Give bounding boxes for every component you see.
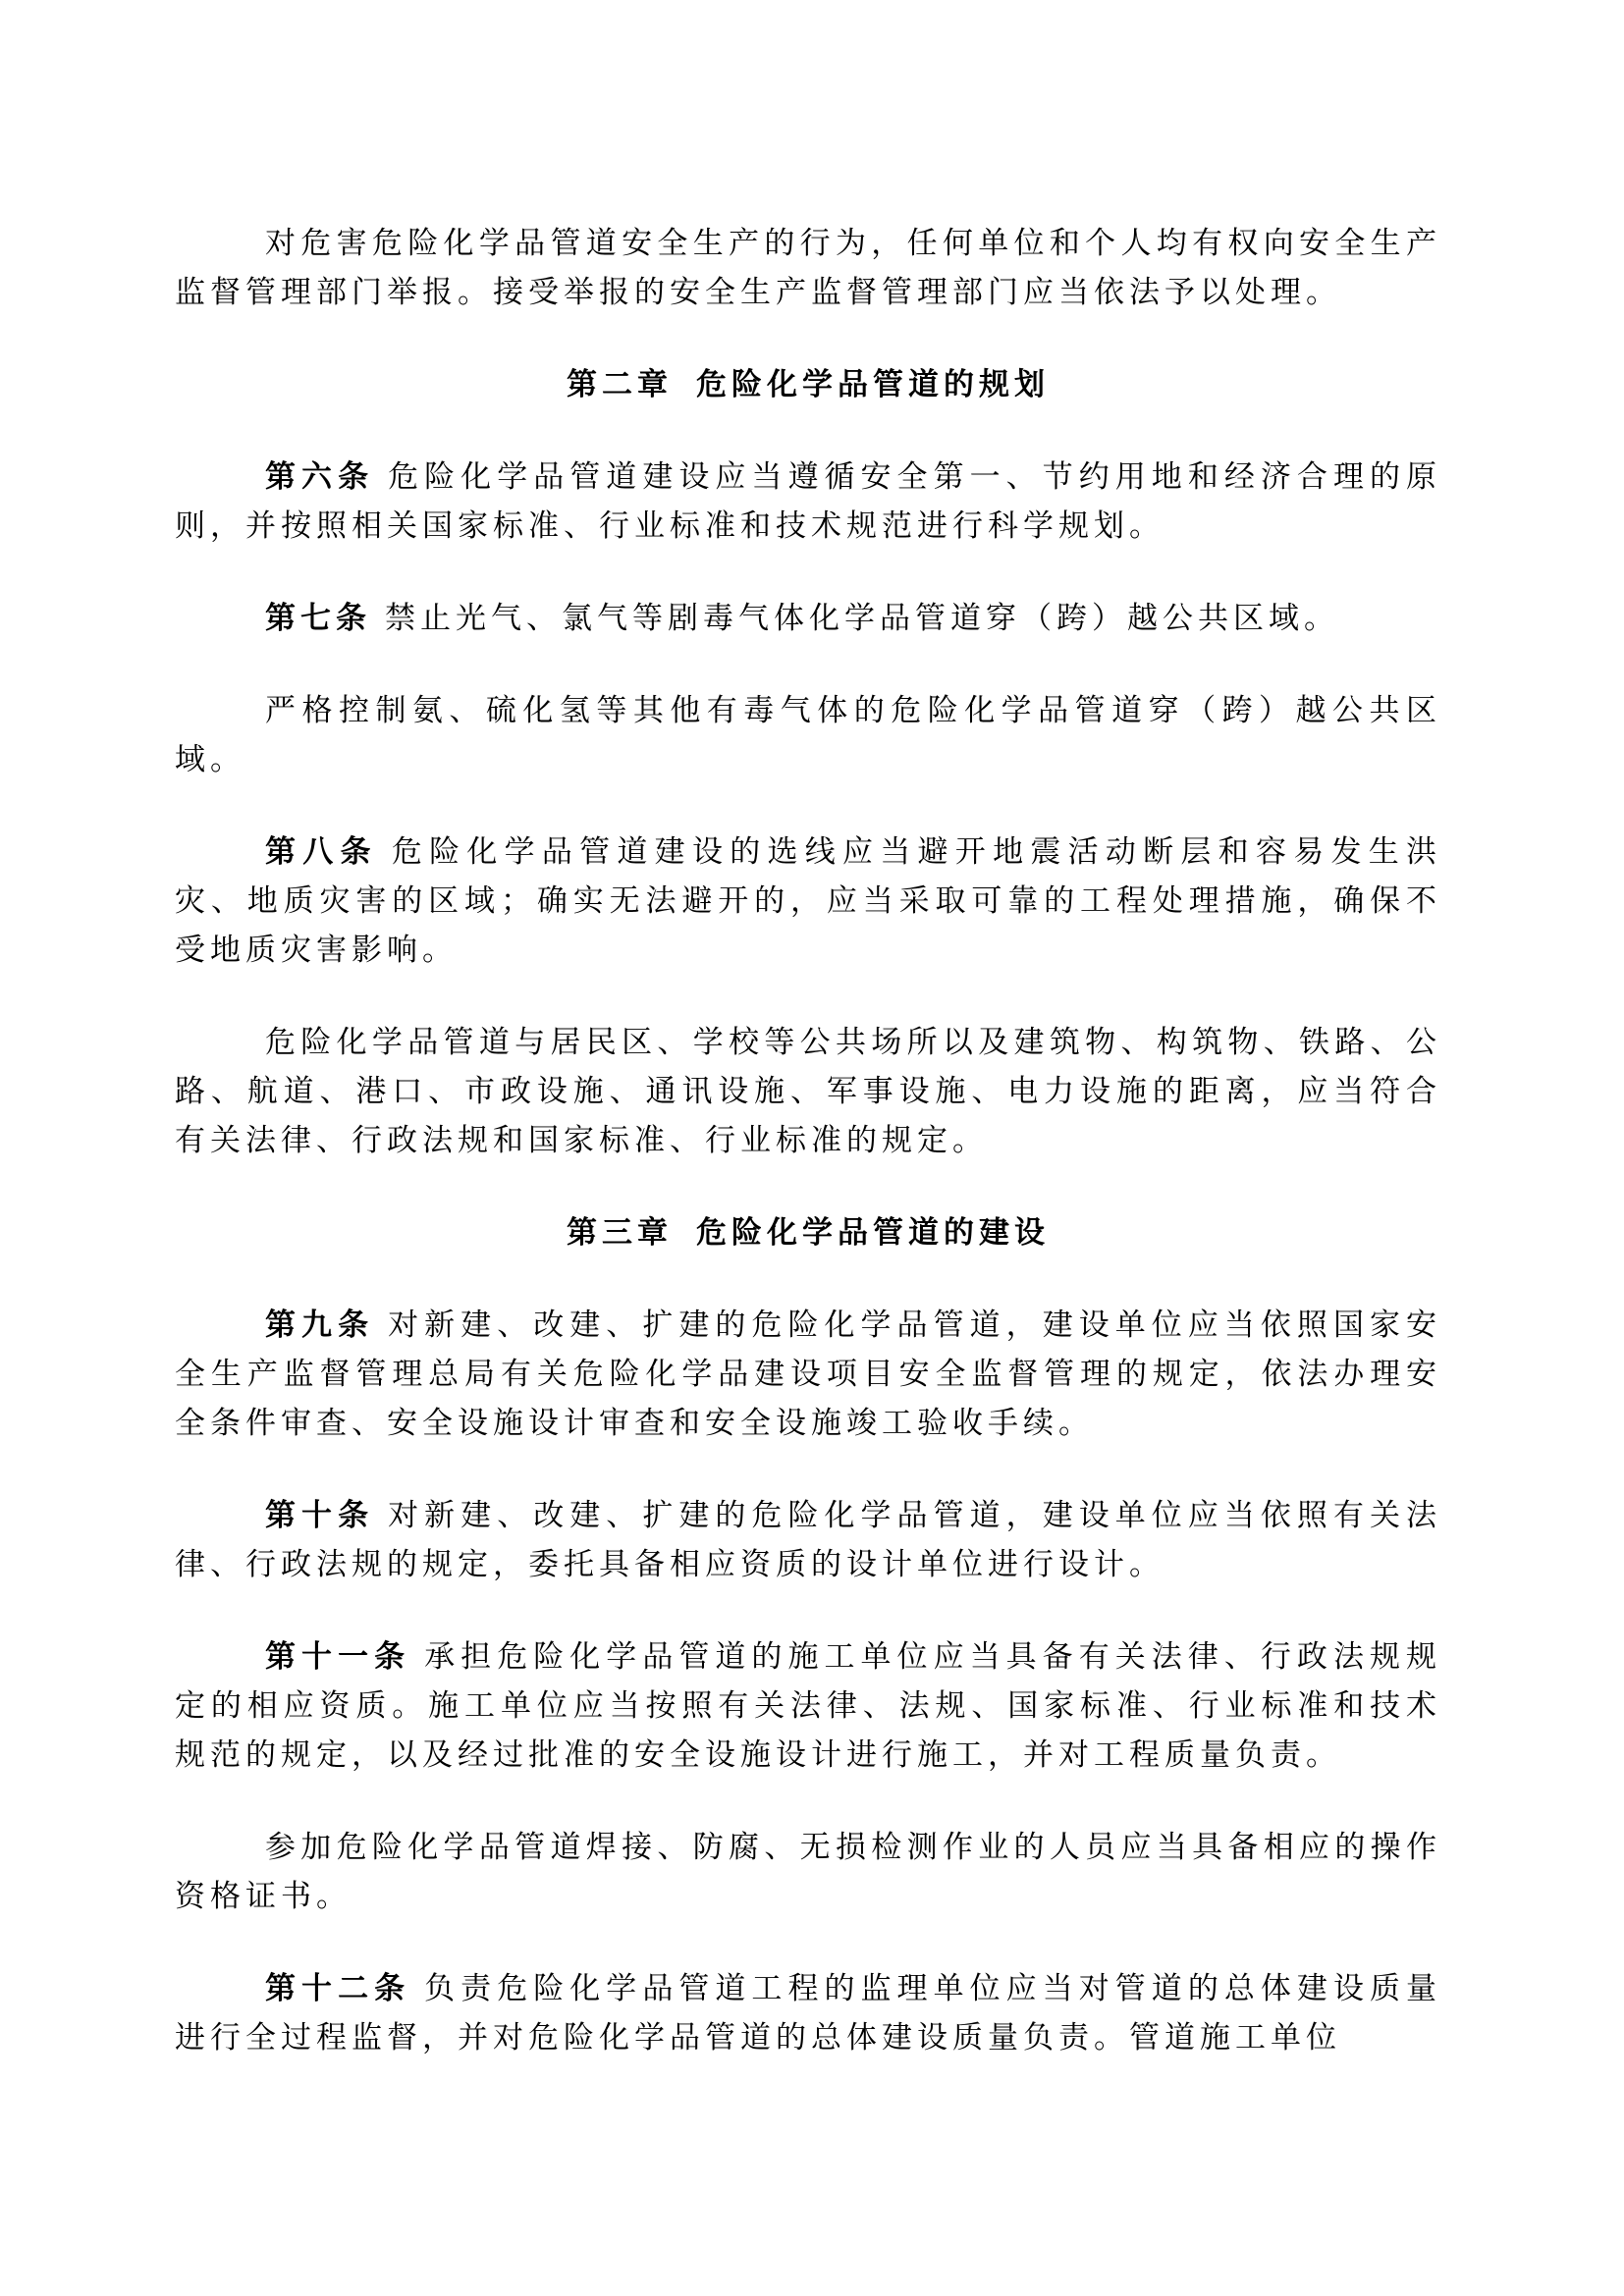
article-number: 第十一条 — [265, 1639, 411, 1674]
article-text: 对新建、改建、扩建的危险化学品管道，建设单位应当依照国家安全生产监督管理总局有关危险化学品建设项目安全监督管理的规定，依法办理安全条件审查、安全设施设计审查和安全设施竣工验收手续。 — [175, 1308, 1442, 1440]
article-number: 第七条 — [265, 601, 371, 635]
article-number: 第十二条 — [265, 1971, 411, 2005]
article-text: 负责危险化学品管道工程的监理单位应当对管道的总体建设质量进行全过程监督，并对危险化学品管道的总体建设质量负责。管道施工单位 — [175, 1971, 1442, 2055]
chapter-number: 第二章 — [567, 367, 673, 401]
article-paragraph — [175, 1964, 1441, 2062]
article-text: 禁止光气、氯气等剧毒气体化学品管道穿（跨）越公共区域。 — [385, 601, 1339, 635]
article-number: 第六条 — [265, 459, 375, 494]
paragraph-text: 对危害危险化学品管道安全生产的行为，任何单位和个人均有权向安全生产监督管理部门举报。接受举报的安全生产监督管理部门应当依法予以处理。 — [175, 226, 1441, 309]
paragraph-text: 严格控制氨、硫化氢等其他有毒气体的危险化学品管道穿（跨）越公共区域。 — [175, 693, 1441, 776]
article-paragraph — [175, 594, 1441, 643]
article-paragraph — [175, 1301, 1441, 1448]
paragraph-text: 危险化学品管道与居民区、学校等公共场所以及建筑物、构筑物、铁路、公路、航道、港口、市政设施、通讯设施、军事设施、电力设施的距离，应当符合有关法律、行政法规和国家标准、行业标准的规定。 — [175, 1025, 1441, 1157]
article-text: 承担危险化学品管道的施工单位应当具备有关法律、行政法规规定的相应资质。施工单位应当按照有关法律、法规、国家标准、行业标准和技术规范的规定，以及经过批准的安全设施设计进行施工，并对工程质量负责。 — [175, 1639, 1442, 1772]
article-paragraph — [175, 1632, 1441, 1780]
article-paragraph — [175, 453, 1441, 551]
article-number: 第十条 — [265, 1498, 375, 1532]
article-paragraph — [175, 828, 1441, 975]
chapter-title: 危险化学品管道的建设 — [696, 1215, 1050, 1250]
body-paragraph — [175, 1018, 1441, 1165]
article-paragraph — [175, 1491, 1441, 1589]
document-body — [175, 219, 1441, 2062]
chapter-heading — [175, 1208, 1441, 1257]
paragraph-text: 参加危险化学品管道焊接、防腐、无损检测作业的人员应当具备相应的操作资格证书。 — [175, 1830, 1441, 1913]
article-text: 危险化学品管道建设的选线应当避开地震活动断层和容易发生洪灾、地质灾害的区域；确实无法避开的，应当采取可靠的工程处理措施，确保不受地质灾害影响。 — [175, 834, 1442, 967]
chapter-heading — [175, 360, 1441, 409]
article-number: 第八条 — [265, 834, 378, 869]
chapter-title: 危险化学品管道的规划 — [696, 367, 1050, 401]
chapter-number: 第三章 — [567, 1215, 673, 1250]
article-text: 对新建、改建、扩建的危险化学品管道，建设单位应当依照有关法律、行政法规的规定，委托具备相应资质的设计单位进行设计。 — [175, 1498, 1442, 1581]
article-text: 危险化学品管道建设应当遵循安全第一、节约用地和经济合理的原则，并按照相关国家标准、行业标准和技术规范进行科学规划。 — [175, 459, 1442, 543]
body-paragraph — [175, 1823, 1441, 1921]
article-number: 第九条 — [265, 1308, 375, 1342]
body-paragraph — [175, 219, 1441, 317]
body-paragraph — [175, 686, 1441, 784]
